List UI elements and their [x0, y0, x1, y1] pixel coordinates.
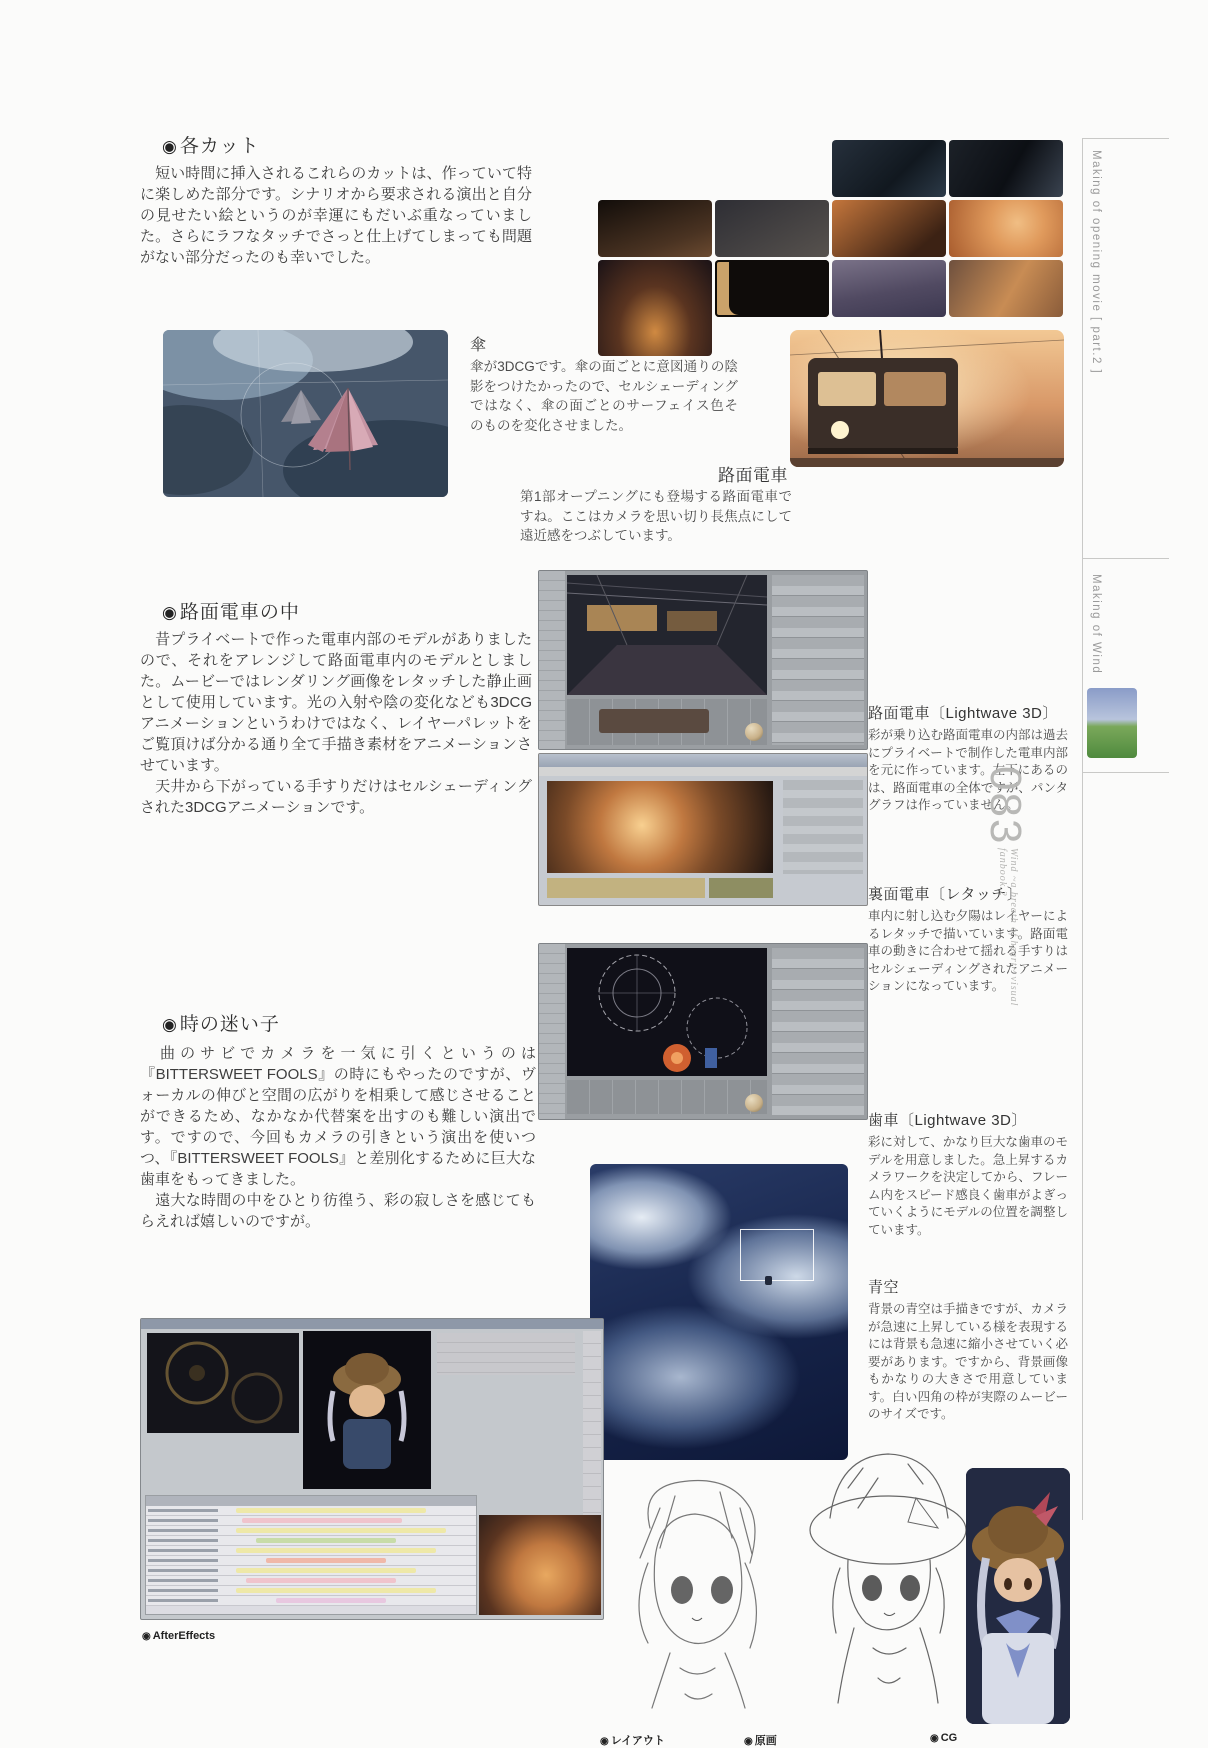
- section-body-lostchild: [140, 1043, 536, 1232]
- character-silhouette: [765, 1276, 772, 1285]
- timeline-row: [146, 1556, 476, 1566]
- ae-comp-character: [303, 1331, 431, 1489]
- timeline-row: [146, 1526, 476, 1536]
- timeline-row: [146, 1596, 476, 1606]
- section-body-cuts: [140, 163, 532, 268]
- lightwave-panel: [772, 948, 864, 1115]
- window-menubar: [539, 767, 867, 776]
- caption-title: 裏面電車〔レタッチ〕: [868, 886, 1023, 903]
- caption-body-tram-lightwave: [868, 727, 1068, 815]
- section-heading-lostchild: [162, 1009, 280, 1036]
- caption-text: 彩が乗り込む路面電車の内部は過去にプライベートで制作した電車内部を元に作っています。左下にあるのは、路面電車の全体ですが、パンタグラフは作っていません。: [868, 728, 1069, 812]
- retouch-photo: [547, 781, 773, 873]
- caption-title: 青空: [868, 1279, 900, 1296]
- timeline-row: [146, 1546, 476, 1556]
- timeline-row: [146, 1516, 476, 1526]
- label-text: レイアウト: [610, 1735, 665, 1747]
- ae-tool-strip: [437, 1333, 575, 1375]
- sidebar-tick: [1083, 138, 1169, 139]
- label-cg: [930, 1732, 957, 1744]
- caption-heading-retouch: [868, 883, 1068, 904]
- lightwave-viewport: [567, 575, 767, 695]
- label-bullet-icon: ◉: [600, 1736, 609, 1747]
- ae-timeline: [145, 1495, 477, 1615]
- label-layout: [600, 1732, 665, 1748]
- label-text: 原画: [754, 1735, 777, 1747]
- cut-thumbnail-sepia-clouds: [598, 200, 712, 257]
- caption-text: 背景の青空は手描きですが、カメラが急速に上昇している様を表現するには背景も急速に縮小させていく必要があります。ですから、背景画像もかなりの大きさで用意しています。白い四角の枠が実際のムービーのサイズです。: [868, 1302, 1069, 1421]
- caption-title: 路面電車〔Lightwave 3D〕: [868, 705, 1058, 722]
- tram-model-thumb: [599, 709, 709, 733]
- sidebar-label-text: Making of Wind: [1090, 574, 1102, 675]
- tram-sunset-image: [790, 330, 1064, 467]
- caption-title: 路面電車: [718, 466, 788, 485]
- sidebar-script-label: [997, 848, 1019, 1028]
- cut-thumbnail-sunset-rays: [598, 260, 712, 356]
- lightwave-panel: [772, 575, 864, 745]
- section-heading-cuts: [162, 131, 260, 158]
- lightwave-toolbar: [539, 944, 565, 1119]
- label-text: CG: [940, 1732, 958, 1744]
- caption-text: 彩に対して、かなり巨大な歯車のモデルを用意しました。急上昇するカメラワークを決定してから、フレーム内をスピード感良く歯車がよぎっていくようにモデルの位置を調整しています。: [868, 1135, 1068, 1237]
- cut-thumbnail-dusk-building: [832, 260, 946, 317]
- cut-thumbnail-crane: [949, 140, 1063, 197]
- lightwave-screenshot-gear: [538, 943, 868, 1120]
- ae-comp-gears: [147, 1333, 299, 1433]
- window-titlebar: [539, 754, 867, 767]
- gear-viewport: [567, 948, 767, 1076]
- umbrella-cg-image: [163, 330, 448, 497]
- caption-body-retouch: [868, 908, 1068, 996]
- window-titlebar: [141, 1319, 603, 1329]
- sidebar-landscape-thumbnail: [1087, 688, 1137, 758]
- preview-orb-icon: [745, 1094, 763, 1112]
- lightwave-subwindow: [567, 1080, 767, 1114]
- caption-text: 第1部オープニングにも登場する路面電車ですね。ここはカメラを思い切り長焦点にして遠近感をつぶしています。: [520, 489, 792, 543]
- section-bullet-icon: ◉: [162, 603, 178, 622]
- section-title: 時の迷い子: [179, 1014, 280, 1035]
- cut-thumbnail-dark-window: [715, 260, 829, 317]
- caption-heading-tram: [600, 461, 788, 486]
- caption-body-tram: [520, 487, 792, 546]
- timeline-row: [146, 1586, 476, 1596]
- label-bullet-icon: ◉: [930, 1733, 939, 1744]
- sidebar-tick: [1083, 772, 1169, 773]
- caption-text: 傘が3DCGです。傘の面ごとに意図通りの陰影をつけたかったので、セルシェーディングではなく、傘の面ごとのサーフェイス色そのものを変化させました。: [470, 359, 738, 433]
- section-title: 各カット: [179, 136, 260, 157]
- movie-frame-outline: [740, 1229, 814, 1281]
- paragraph: 曲のサビでカメラを一気に引くというのは『BITTERSWEET FOOLS』の時にもやったのですが、ヴォーカルの伸びと空間の広がりを相乗して感じさせることができるため、なかなか代替案を出すのも難しい演出です。ですので、今回もカメラの引きという演出を使いつつ、『BITTERSWEET FOOLS』と差別化するために巨大な歯車をもってきました。: [140, 1045, 536, 1188]
- retouch-layer-strip2: [709, 878, 773, 898]
- caption-body-gear: [868, 1134, 1068, 1239]
- ae-sunset-panel: [479, 1515, 601, 1615]
- timeline-row: [146, 1576, 476, 1586]
- caption-heading-tram-lightwave: [868, 702, 1068, 723]
- sidebar-rule: [1082, 138, 1083, 1520]
- timeline-row: [146, 1536, 476, 1546]
- section-heading-tram-interior: [162, 597, 300, 624]
- lightwave-toolbar: [539, 571, 565, 749]
- section-body-tram-interior: [140, 629, 532, 818]
- caption-heading-umbrella: [470, 332, 487, 355]
- label-genga: [744, 1732, 777, 1748]
- genga-sketch-image: [788, 1438, 988, 1733]
- cut-thumbnail-gray-machinery: [715, 200, 829, 257]
- page-number-text: 083: [981, 766, 1030, 846]
- cut-thumbnail-balloon-sky: [949, 200, 1063, 257]
- caption-heading-sky: [868, 1276, 1068, 1297]
- cut-thumbnail-machinery: [832, 140, 946, 197]
- paragraph: 昔プライベートで作った電車内部のモデルがありましたので、それをアレンジして路面電車内のモデルとしました。ムービーではレンダリング画像をレタッチした静止画として使用しています。光の入射や陰の変化なども3DCGアニメーションというわけではなく、レイヤーパレットをご覧頂けば分かる通り全て手描き素材をアニメーションさせています。: [140, 631, 532, 774]
- section-bullet-icon: ◉: [162, 137, 178, 156]
- caption-title: 歯車〔Lightwave 3D〕: [868, 1112, 1027, 1129]
- preview-orb-icon: [745, 723, 763, 741]
- label-bullet-icon: ◉: [744, 1736, 753, 1747]
- paragraph: 遠大な時間の中をひとり彷徨う、彩の寂しさを感じてもらえれば嬉しいのですが。: [140, 1192, 536, 1230]
- label-aftereffects: [142, 1630, 215, 1642]
- caption-body-umbrella: [470, 357, 738, 435]
- section-title: 路面電車の中: [179, 602, 300, 623]
- timeline-row: [146, 1566, 476, 1576]
- retouch-layer-strip: [547, 878, 705, 898]
- caption-text: 車内に射し込む夕陽はレイヤーによるレタッチで描いています。路面電車の動きに合わせて揺れる手すりはセルシェーディングされたアニメーションになっています。: [868, 909, 1069, 993]
- label-bullet-icon: ◉: [142, 1631, 151, 1642]
- aftereffects-screenshot: [140, 1318, 604, 1620]
- bluesky-background-image: [590, 1164, 848, 1460]
- caption-body-sky: [868, 1301, 1068, 1424]
- sidebar-tick: [1083, 558, 1169, 559]
- lightwave-screenshot-tram: [538, 570, 868, 750]
- cut-thumbnail-orange-clouds: [832, 200, 946, 257]
- sidebar-chapter-label: [1090, 150, 1102, 540]
- caption-heading-gear: [868, 1109, 1068, 1130]
- timeline-row: [146, 1506, 476, 1516]
- sidebar-label-text: Making of opening movie [ part.2 ]: [1090, 150, 1102, 375]
- timeline-header: [146, 1496, 476, 1506]
- section-bullet-icon: ◉: [162, 1015, 178, 1034]
- paragraph: 天井から下がっている手すりだけはセルシェーディングされた3DCGアニメーションです。: [140, 778, 532, 816]
- layout-sketch-image: [600, 1468, 790, 1731]
- paragraph: 短い時間に挿入されるこれらのカットは、作っていて特に楽しめた部分です。シナリオから要求される演出と自分の見せたい絵というのが幸運にもだいぶ重なっていました。さらにラフなタッチでさっと仕上げてしまっても問題がない部分だったのも幸いでした。: [140, 165, 532, 266]
- caption-title: 傘: [470, 337, 487, 354]
- cg-character-image: [966, 1468, 1070, 1724]
- cut-thumbnail-train-interior: [949, 260, 1063, 317]
- retouch-screenshot: [538, 753, 868, 906]
- script-label-text: Wind ~a breath of heart~ visual fanbook.2: [997, 848, 1019, 1007]
- label-text: AfterEffects: [152, 1630, 216, 1642]
- retouch-panel: [783, 780, 863, 874]
- page-number: [980, 766, 1030, 845]
